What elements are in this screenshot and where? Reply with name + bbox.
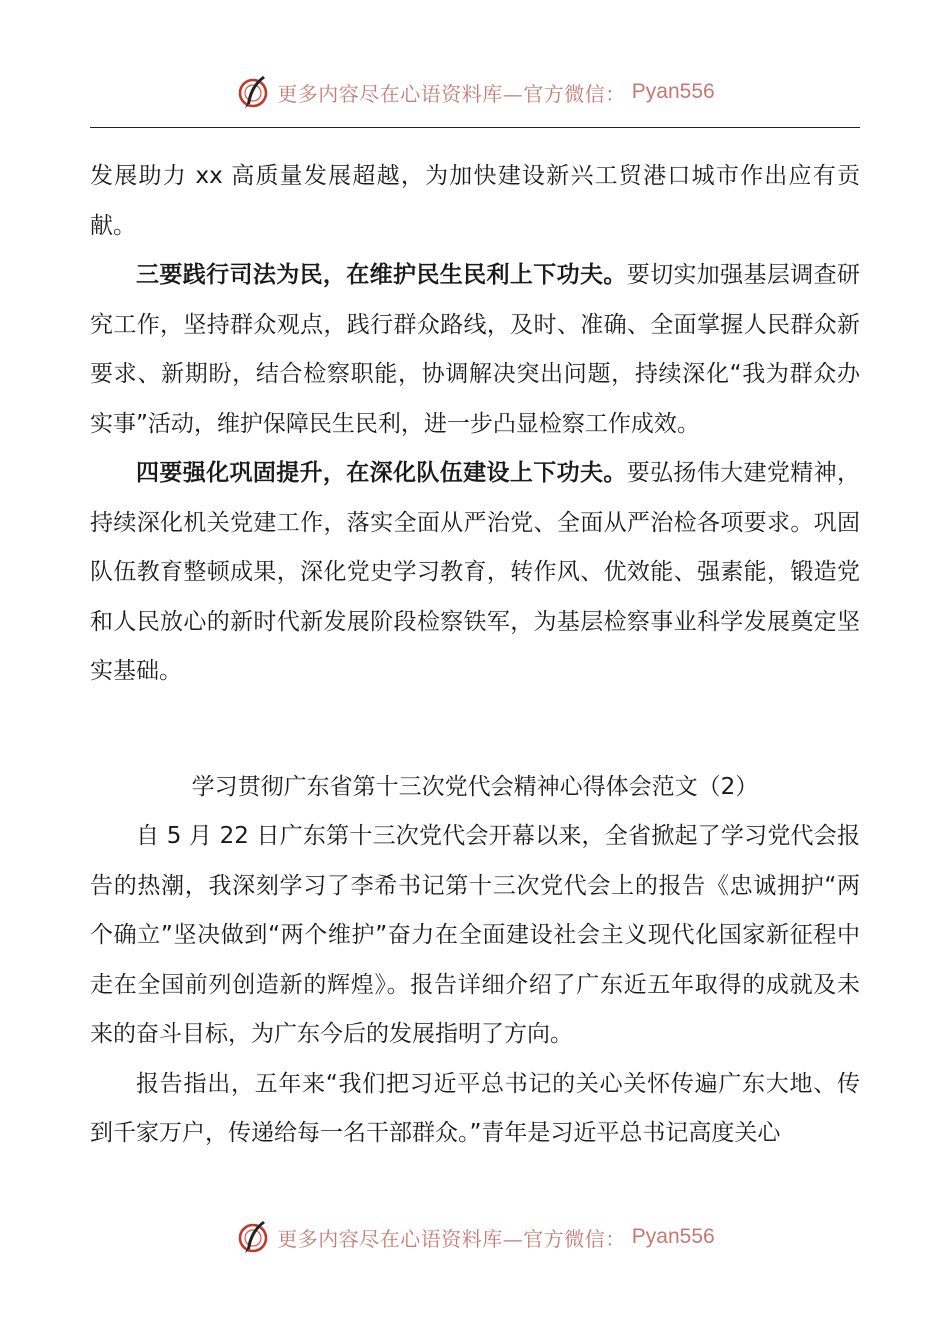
quill-pen-circle-icon xyxy=(235,1219,271,1255)
footer-watermark xyxy=(0,1217,950,1257)
point-four-paragraph xyxy=(90,449,860,697)
point-four-heading: 四要强化巩固提升，在深化队伍建设上下功夫。 xyxy=(136,460,627,486)
point-four-body: 要弘扬伟大建党精神，持续深化机关党建工作，落实全面从严治党、全面从严治检各项要求。巩固队伍教育整顿成果，深化党史学习教育，转作风、优效能、强素能，锻造党和人民放心的新时代新发展阶段检察铁军，为基层检察事业科学发展奠定坚实基础。 xyxy=(90,460,861,684)
watermark-wechat-id: Pyan556 xyxy=(631,1225,715,1248)
continued-paragraph: 发展助力 xx 高质量发展超越，为加快建设新兴工贸港口城市作出应有贡献。 xyxy=(90,163,860,239)
point-three-body: 要切实加强基层调查研究工作，坚持群众观点，践行群众路线，及时、准确、全面掌握人民群众新要求、新期盼，结合检察职能，协调解决突出问题，持续深化“我为群众办实事”活动，维护保障民生民利，进一步凸显检察工作成效。 xyxy=(90,262,861,437)
watermark-text: 更多内容尽在心语资料库—官方微信： xyxy=(277,1226,626,1251)
section-title: 学习贯彻广东省第十三次党代会精神心得体会范文（2） xyxy=(191,773,759,800)
quill-pen-circle-icon xyxy=(235,74,271,110)
watermark-text: 更多内容尽在心语资料库—官方微信： xyxy=(277,81,626,106)
section-spacer xyxy=(90,697,860,763)
header-divider xyxy=(90,127,860,128)
watermark-wechat-id: Pyan556 xyxy=(631,80,715,103)
header-watermark xyxy=(0,72,950,112)
essay-paragraph-2: 报告指出，五年来“我们把习近平总书记的关心关怀传遍广东大地、传到千家万户，传递给每一名干部群众。”青年是习近平总书记高度关心 xyxy=(90,1070,860,1146)
point-three-heading: 三要践行司法为民，在维护民生民利上下功夫。 xyxy=(136,262,627,288)
essay-paragraph-1: 自 5 月 22 日广东第十三次党代会开幕以来，全省掀起了学习党代会报告的热潮，我深刻学习了李希书记第十三次党代会上的报告《忠诚拥护“两个确立”坚决做到“两个维护”奋力在全面建设社会主义现代化国家新征程中走在全国前列创造新的辉煌》。报告详细介绍了广东近五年取得的成就及未来的奋斗目标，为广东今后的发展指明了方向。 xyxy=(90,823,860,1047)
point-three-paragraph xyxy=(90,251,860,449)
document-body xyxy=(90,152,860,1159)
